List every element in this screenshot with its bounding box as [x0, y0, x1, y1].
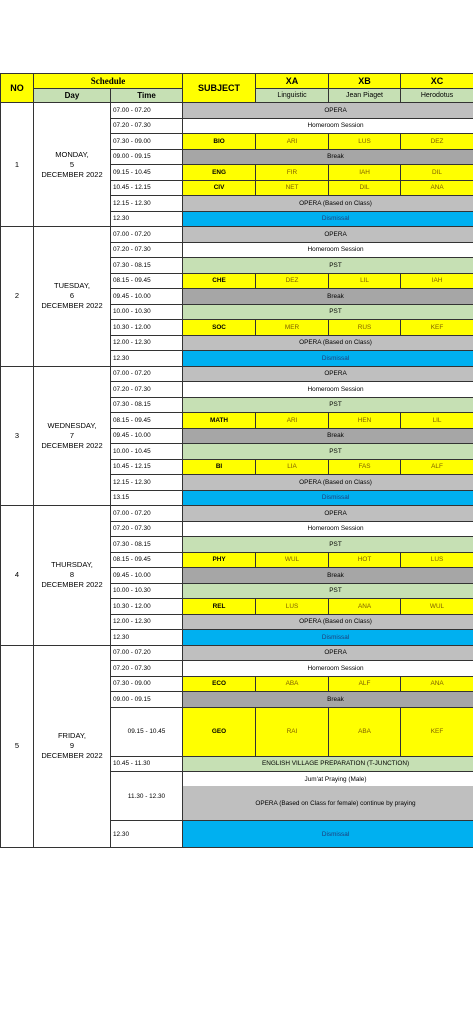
day-line: 6 — [69, 291, 75, 301]
time-cell: 10.45 - 11.30 — [111, 756, 183, 772]
opera-female-cell: OPERA (Based on Class for female) continue by praying — [183, 786, 473, 821]
teacher-cell: RAI — [256, 707, 329, 756]
time-cell: 10.30 - 12.00 — [111, 320, 183, 336]
subject-header: SUBJECT — [183, 74, 256, 103]
day-line: FRIDAY, — [57, 731, 87, 741]
day-line: DECEMBER 2022 — [41, 580, 103, 590]
no-header: NO — [1, 74, 34, 103]
day-line: WEDNESDAY, — [47, 420, 97, 430]
pst-cell: PST — [183, 304, 473, 320]
opera-cell: OPERA — [183, 506, 473, 522]
opera-cell: OPERA — [183, 645, 473, 661]
time-cell: 10.45 - 12.15 — [111, 180, 183, 196]
day-cell — [34, 506, 111, 646]
teacher-cell: LUS — [256, 599, 329, 615]
time-cell: 07.20 - 07.30 — [111, 382, 183, 398]
time-cell: 10.00 - 10.30 — [111, 304, 183, 320]
opera-cell: OPERA (Based on Class) — [183, 614, 473, 630]
time-cell: 08.15 - 09.45 — [111, 413, 183, 429]
time-cell: 08.15 - 09.45 — [111, 552, 183, 568]
time-cell: 09.45 - 10.00 — [111, 568, 183, 584]
class-code-xb: XB — [329, 74, 401, 89]
day-line: DECEMBER 2022 — [41, 301, 103, 311]
day-number: 2 — [1, 227, 34, 367]
teacher-cell: ALF — [329, 676, 401, 692]
teacher-cell: DEZ — [256, 273, 329, 289]
day-cell — [34, 366, 111, 506]
teacher-cell: WUL — [401, 599, 473, 615]
time-cell: 09.45 - 10.00 — [111, 289, 183, 305]
time-cell: 12.30 — [111, 351, 183, 367]
teacher-cell: DIL — [401, 165, 473, 181]
subject-cell: MATH — [183, 413, 256, 429]
teacher-cell: DIL — [329, 180, 401, 196]
homeroom-cell: Homeroom Session — [183, 242, 473, 258]
teacher-cell: LIL — [329, 273, 401, 289]
day-header: Day — [34, 89, 111, 103]
time-cell: 09.00 - 09.15 — [111, 692, 183, 708]
dismissal-cell: Dismissal — [183, 630, 473, 646]
homeroom-cell: Homeroom Session — [183, 118, 473, 134]
schedule-row — [1, 227, 473, 243]
day-number: 5 — [1, 645, 34, 848]
teacher-cell: ANA — [329, 599, 401, 615]
time-cell: 07.00 - 07.20 — [111, 645, 183, 661]
teacher-cell: ARI — [256, 134, 329, 150]
day-number: 1 — [1, 103, 34, 227]
subject-cell: CIV — [183, 180, 256, 196]
class-name-xb: Jean Piaget — [329, 89, 401, 103]
teacher-cell: IAH — [401, 273, 473, 289]
time-cell: 12.30 — [111, 821, 183, 848]
time-cell: 08.15 - 09.45 — [111, 273, 183, 289]
day-number: 4 — [1, 506, 34, 646]
day-cell — [34, 103, 111, 227]
opera-cell: OPERA (Based on Class) — [183, 475, 473, 491]
teacher-cell: KEF — [401, 320, 473, 336]
homeroom-cell: Homeroom Session — [183, 521, 473, 537]
schedule-body — [1, 74, 473, 848]
break-cell: Break — [183, 289, 473, 305]
time-cell: 12.00 - 12.30 — [111, 614, 183, 630]
time-cell: 07.00 - 07.20 — [111, 366, 183, 382]
day-line: DECEMBER 2022 — [41, 440, 103, 450]
day-cell — [34, 645, 111, 848]
subject-cell: BI — [183, 459, 256, 475]
day-number: 3 — [1, 366, 34, 506]
teacher-cell: LUS — [401, 552, 473, 568]
pst-cell: PST — [183, 258, 473, 274]
teacher-cell: FIR — [256, 165, 329, 181]
subject-cell: GEO — [183, 707, 256, 756]
break-cell: Break — [183, 428, 473, 444]
schedule-row — [1, 366, 473, 382]
teacher-cell: FAS — [329, 459, 401, 475]
time-header: Time — [111, 89, 183, 103]
time-cell: 07.20 - 07.30 — [111, 118, 183, 134]
teacher-cell: DEZ — [401, 134, 473, 150]
dismissal-cell: Dismissal — [183, 211, 473, 227]
time-cell: 07.00 - 07.20 — [111, 103, 183, 119]
day-line: 9 — [69, 741, 75, 751]
time-cell: 07.00 - 07.20 — [111, 506, 183, 522]
time-cell: 07.20 - 07.30 — [111, 242, 183, 258]
schedule-row — [1, 506, 473, 522]
time-cell: 07.30 - 08.15 — [111, 537, 183, 553]
day-line: THURSDAY, — [51, 560, 93, 570]
schedule-header: Schedule — [34, 74, 183, 89]
day-line: 7 — [69, 430, 75, 440]
time-cell: 09.15 - 10.45 — [111, 165, 183, 181]
time-cell: 12.30 — [111, 211, 183, 227]
time-cell: 12.30 — [111, 630, 183, 646]
day-line: TUESDAY, — [54, 281, 90, 291]
dismissal-cell: Dismissal — [183, 351, 473, 367]
time-cell: 07.30 - 09.00 — [111, 134, 183, 150]
schedule-row — [1, 645, 473, 661]
subject-cell: BIO — [183, 134, 256, 150]
time-cell: 07.30 - 08.15 — [111, 397, 183, 413]
teacher-cell: WUL — [256, 552, 329, 568]
time-cell: 07.20 - 07.30 — [111, 521, 183, 537]
teacher-cell: RUS — [329, 320, 401, 336]
homeroom-cell: Homeroom Session — [183, 382, 473, 398]
teacher-cell: ALF — [401, 459, 473, 475]
time-cell: 07.00 - 07.20 — [111, 227, 183, 243]
header-row-1 — [1, 74, 473, 89]
teacher-cell: IAH — [329, 165, 401, 181]
opera-cell: OPERA (Based on Class) — [183, 196, 473, 212]
time-cell: 13.15 — [111, 490, 183, 506]
teacher-cell: HOT — [329, 552, 401, 568]
teacher-cell: LIA — [256, 459, 329, 475]
time-cell: 07.30 - 08.15 — [111, 258, 183, 274]
time-cell: 07.20 - 07.30 — [111, 661, 183, 677]
activity-cell: ENGLISH VILLAGE PREPARATION (T-JUNCTION) — [183, 756, 473, 772]
time-cell: 09.45 - 10.00 — [111, 428, 183, 444]
time-cell: 07.30 - 09.00 — [111, 676, 183, 692]
pst-cell: PST — [183, 583, 473, 599]
teacher-cell: KEF — [401, 707, 473, 756]
opera-cell: OPERA — [183, 366, 473, 382]
teacher-cell: LUS — [329, 134, 401, 150]
teacher-cell: HEN — [329, 413, 401, 429]
subject-cell: ENG — [183, 165, 256, 181]
day-line: 5 — [69, 159, 75, 169]
teacher-cell: ANA — [401, 676, 473, 692]
dismissal-cell: Dismissal — [183, 490, 473, 506]
subject-cell: ECO — [183, 676, 256, 692]
praying-cell: Jum'at Praying (Male) — [183, 772, 473, 787]
day-line: MONDAY, — [55, 149, 89, 159]
teacher-cell: ARI — [256, 413, 329, 429]
day-line: 8 — [69, 570, 75, 580]
day-line: DECEMBER 2022 — [41, 169, 103, 179]
teacher-cell: ABA — [329, 707, 401, 756]
homeroom-cell: Homeroom Session — [183, 661, 473, 677]
time-cell: 12.15 - 12.30 — [111, 196, 183, 212]
opera-cell: OPERA — [183, 227, 473, 243]
dismissal-cell: Dismissal — [183, 821, 473, 848]
subject-cell: PHY — [183, 552, 256, 568]
teacher-cell: LIL — [401, 413, 473, 429]
teacher-cell: NET — [256, 180, 329, 196]
subject-cell: CHE — [183, 273, 256, 289]
class-code-xc: XC — [401, 74, 473, 89]
break-cell: Break — [183, 149, 473, 165]
break-cell: Break — [183, 568, 473, 584]
time-cell: 09.00 - 09.15 — [111, 149, 183, 165]
day-line: DECEMBER 2022 — [41, 751, 103, 761]
class-name-xc: Herodotus — [401, 89, 473, 103]
pst-cell: PST — [183, 397, 473, 413]
teacher-cell: ABA — [256, 676, 329, 692]
break-cell: Break — [183, 692, 473, 708]
time-cell: 09.15 - 10.45 — [111, 707, 183, 756]
pst-cell: PST — [183, 537, 473, 553]
time-cell: 11.30 - 12.30 — [111, 772, 183, 821]
class-name-xa: Linguistic — [256, 89, 329, 103]
teacher-cell: ANA — [401, 180, 473, 196]
time-cell: 12.00 - 12.30 — [111, 335, 183, 351]
time-cell: 10.00 - 10.30 — [111, 583, 183, 599]
pst-cell: PST — [183, 444, 473, 460]
class-code-xa: XA — [256, 74, 329, 89]
subject-cell: SOC — [183, 320, 256, 336]
time-cell: 10.00 - 10.45 — [111, 444, 183, 460]
time-cell: 10.30 - 12.00 — [111, 599, 183, 615]
teacher-cell: MER — [256, 320, 329, 336]
time-cell: 12.15 - 12.30 — [111, 475, 183, 491]
subject-cell: REL — [183, 599, 256, 615]
schedule-row — [1, 103, 473, 119]
opera-cell: OPERA — [183, 103, 473, 119]
day-cell — [34, 227, 111, 367]
opera-cell: OPERA (Based on Class) — [183, 335, 473, 351]
time-cell: 10.45 - 12.15 — [111, 459, 183, 475]
schedule-table — [0, 73, 473, 848]
